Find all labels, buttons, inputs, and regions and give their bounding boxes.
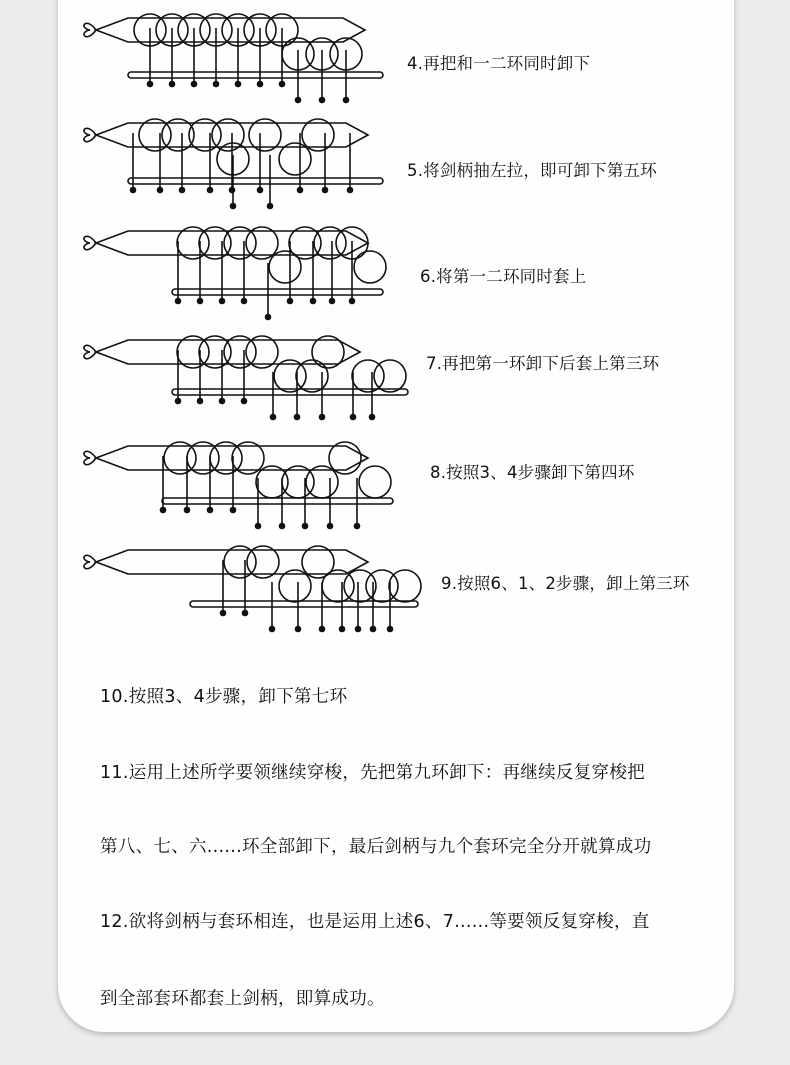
- step-8-diagram: [0, 428, 790, 538]
- post-dot: [257, 81, 264, 88]
- post-dot: [322, 187, 329, 194]
- post-dot: [242, 610, 249, 617]
- post-dot: [213, 81, 220, 88]
- ring: [199, 227, 231, 259]
- step-5-caption: 5.将剑柄抽左拉，即可卸下第五环: [407, 161, 657, 180]
- ring: [212, 119, 244, 151]
- step-11-text-line1: 11.运用上述所学要领继续穿梭，先把第九环卸下：再继续反复穿梭把: [100, 763, 645, 783]
- ring: [374, 360, 406, 392]
- post-dot: [294, 414, 301, 421]
- post-dot: [130, 187, 137, 194]
- post-dot: [269, 626, 276, 633]
- post-dot: [265, 314, 272, 321]
- post-dot: [343, 97, 350, 104]
- step-8-caption: 8.按照3、4步骤卸下第四环: [430, 463, 635, 482]
- step-10-text: 10.按照3、4步骤，卸下第七环: [100, 687, 348, 707]
- post-dot: [207, 507, 214, 514]
- post-dot: [327, 523, 334, 530]
- post-dot: [157, 187, 164, 194]
- step-4-diagram: [0, 0, 790, 110]
- post-dot: [219, 398, 226, 405]
- post-dot: [279, 81, 286, 88]
- step-6-caption: 6.将第一二环同时套上: [420, 267, 587, 286]
- post-dot: [319, 97, 326, 104]
- post-dot: [349, 298, 356, 305]
- post-dot: [175, 398, 182, 405]
- step-6-diagram: [0, 213, 790, 323]
- post-dot: [350, 414, 357, 421]
- post-dot: [255, 523, 262, 530]
- step-12-text-line1: 12.欲将剑柄与套环相连，也是运用上述6、7......等要领反复穿梭，直: [100, 912, 650, 932]
- post-dot: [229, 187, 236, 194]
- post-dot: [241, 398, 248, 405]
- post-dot: [257, 187, 264, 194]
- post-dot: [287, 298, 294, 305]
- post-dot: [191, 81, 198, 88]
- post-dot: [355, 626, 362, 633]
- step-4-caption: 4.再把和一二环同时卸下: [407, 54, 591, 73]
- ring: [249, 119, 281, 151]
- post-dot: [241, 298, 248, 305]
- post-dot: [207, 187, 214, 194]
- post-dot: [279, 523, 286, 530]
- post-dot: [184, 507, 191, 514]
- post-dot: [219, 298, 226, 305]
- post-dot: [310, 298, 317, 305]
- post-dot: [230, 507, 237, 514]
- ring: [302, 119, 334, 151]
- post-dot: [347, 187, 354, 194]
- post-dot: [230, 203, 237, 210]
- rod-bar: [128, 72, 383, 78]
- ring: [246, 227, 278, 259]
- sword-handle: [96, 550, 368, 574]
- post-dot: [369, 414, 376, 421]
- post-dot: [169, 81, 176, 88]
- rod-bar: [128, 178, 383, 184]
- post-dot: [295, 626, 302, 633]
- sword-handle: [96, 231, 368, 255]
- ring: [389, 570, 421, 602]
- post-dot: [220, 610, 227, 617]
- post-dot: [197, 298, 204, 305]
- post-dot: [329, 298, 336, 305]
- post-dot: [267, 203, 274, 210]
- post-dot: [179, 187, 186, 194]
- post-dot: [302, 523, 309, 530]
- step-9-caption: 9.按照6、1、2步骤，卸上第三环: [441, 574, 690, 593]
- post-dot: [319, 414, 326, 421]
- post-dot: [339, 626, 346, 633]
- ring: [359, 466, 391, 498]
- post-dot: [297, 187, 304, 194]
- ring: [354, 251, 386, 283]
- post-dot: [370, 626, 377, 633]
- step-7-caption: 7.再把第一环卸下后套上第三环: [426, 354, 660, 373]
- step-11-text-line2: 第八、七、六......环全部卸下，最后剑柄与九个套环完全分开就算成功: [100, 837, 652, 857]
- post-dot: [354, 523, 361, 530]
- post-dot: [270, 414, 277, 421]
- step-7-diagram: [0, 322, 790, 432]
- post-dot: [387, 626, 394, 633]
- ring: [279, 143, 311, 175]
- rod-bar: [162, 498, 393, 504]
- post-dot: [147, 81, 154, 88]
- post-dot: [175, 298, 182, 305]
- post-dot: [295, 97, 302, 104]
- step-5-diagram: [0, 105, 790, 215]
- post-dot: [197, 398, 204, 405]
- step-12-text-line2: 到全部套环都套上剑柄，即算成功。: [100, 989, 385, 1009]
- ring: [269, 251, 301, 283]
- post-dot: [160, 507, 167, 514]
- post-dot: [235, 81, 242, 88]
- post-dot: [319, 626, 326, 633]
